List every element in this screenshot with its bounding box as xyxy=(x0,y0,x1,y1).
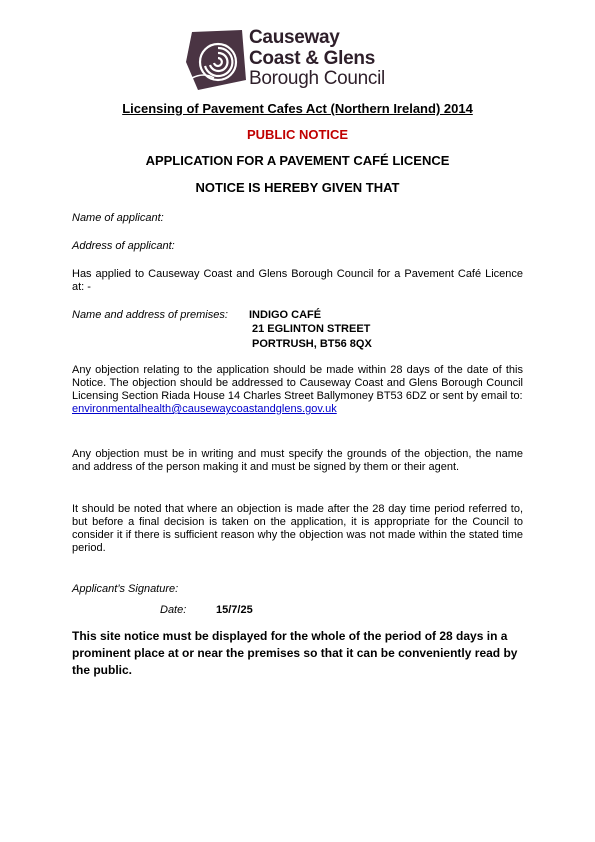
applicant-name-label: Name of applicant: xyxy=(72,212,164,224)
council-wordmark xyxy=(249,28,385,90)
logo-line-borough-council: Borough Council xyxy=(249,68,385,89)
logo-line-causeway: Causeway xyxy=(249,27,340,48)
objection-text: Any objection relating to the application should be made within 28 days of the date of this Notice. The objection should be addressed to Causeway Coast and Glens Borough Council Licensing Section Riada House 14 Charles Street Ballymoney BT53 6DZ or sent by email to: xyxy=(72,364,523,402)
premises-name: INDIGO CAFÉ xyxy=(249,309,322,321)
writing-requirement-paragraph: Any objection must be in writing and must specify the grounds of the objection, the name and address of the person making it and must be signed by them or their agent. xyxy=(72,448,523,473)
applied-statement: Has applied to Causeway Coast and Glens Borough Council for a Pavement Café Licence at: - xyxy=(72,268,523,293)
date-label: Date: xyxy=(160,604,187,616)
public-notice-heading: PUBLIC NOTICE xyxy=(246,127,349,142)
applicant-address-label: Address of applicant: xyxy=(72,240,175,252)
premises-street: 21 EGLINTON STREET xyxy=(252,323,371,335)
notice-given-heading: NOTICE IS HEREBY GIVEN THAT xyxy=(195,180,400,195)
date-value: 15/7/25 xyxy=(216,604,253,616)
premises-town: PORTRUSH, BT56 8QX xyxy=(252,338,372,350)
objection-paragraph xyxy=(72,364,523,416)
signature-label: Applicant’s Signature: xyxy=(72,583,179,595)
council-emblem-icon xyxy=(184,28,248,92)
logo-line-coast-glens: Coast & Glens xyxy=(249,47,375,69)
late-objection-paragraph: It should be noted that where an objection is made after the 28 day time period referred to, but before a final decision is taken on the application, it is appropriate for the Council to consider it if there is sufficient reason why the objection was not made within the stated time period. xyxy=(72,503,523,554)
premises-label: Name and address of premises: xyxy=(72,309,228,321)
display-notice: This site notice must be displayed for the whole of the period of 28 days in a prominent place at or near the premises so that it can be conveniently read by the public. xyxy=(72,629,518,677)
email-link[interactable]: environmentalhealth@causewaycoastandglens.gov.uk xyxy=(72,403,337,415)
council-logo xyxy=(184,28,409,92)
act-title: Licensing of Pavement Cafes Act (Northern Ireland) 2014 xyxy=(122,101,473,116)
application-title: APPLICATION FOR A PAVEMENT CAFÉ LICENCE xyxy=(145,153,450,168)
